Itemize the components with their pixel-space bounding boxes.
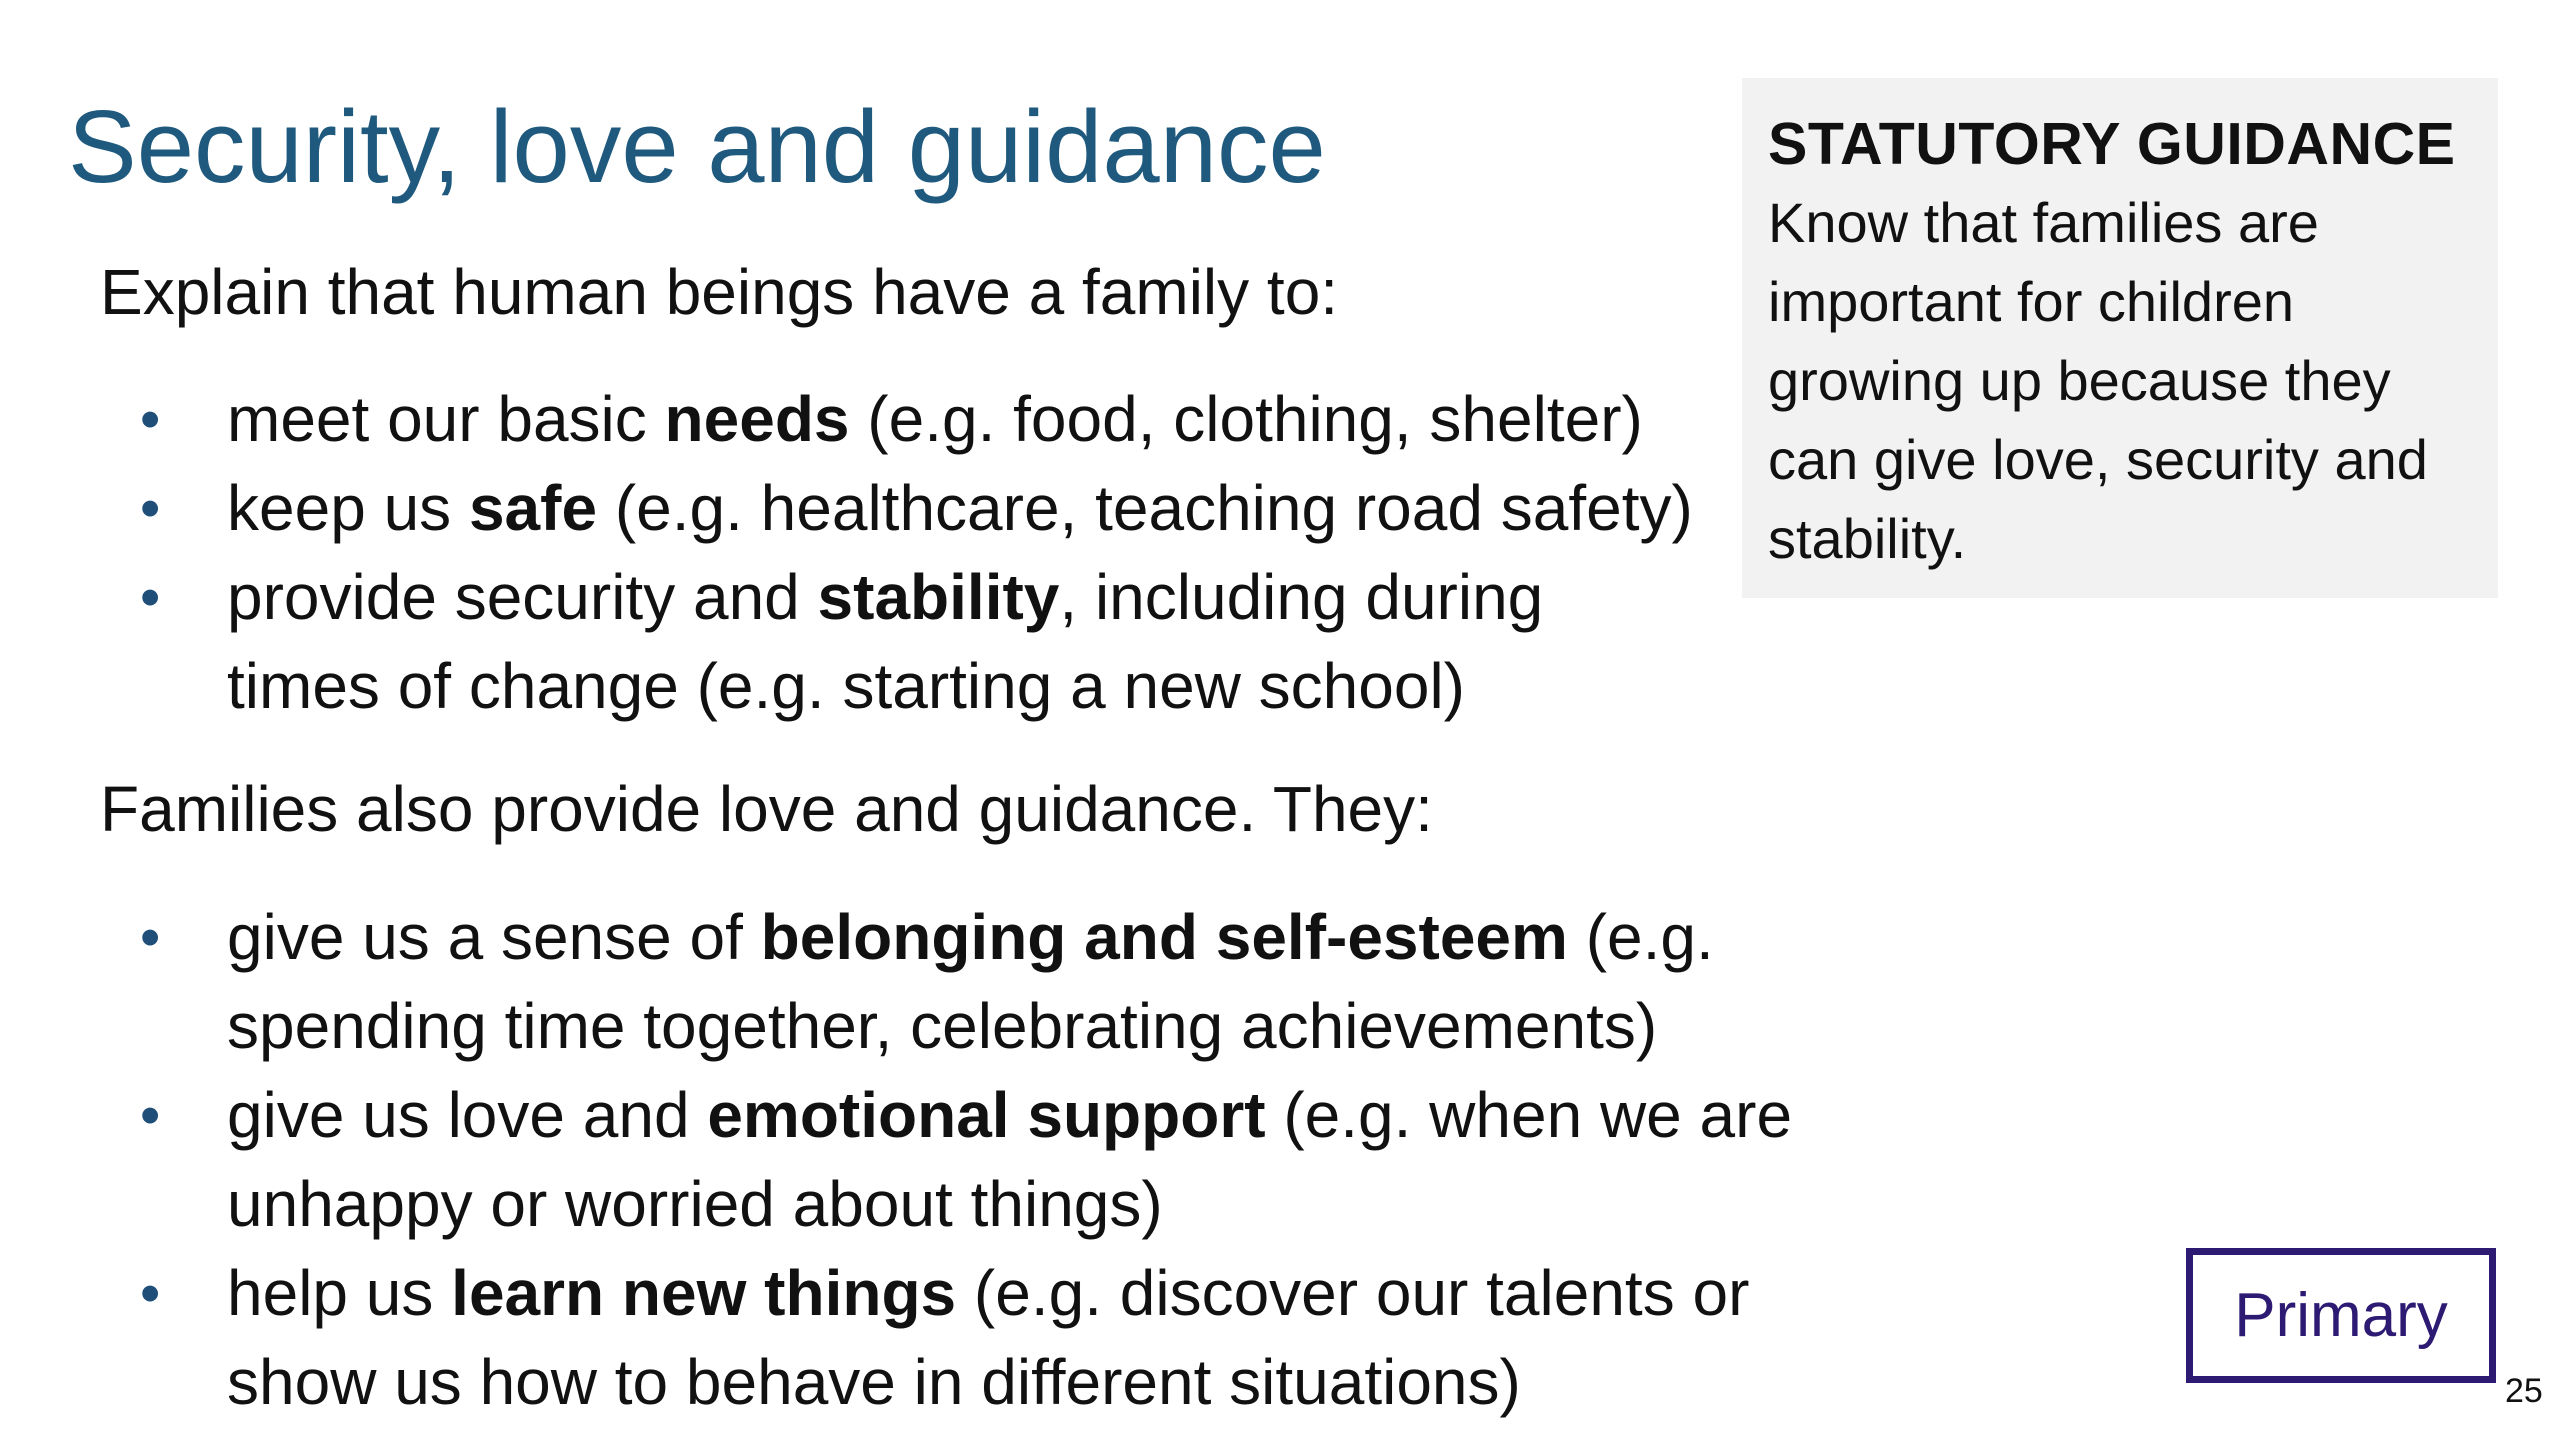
bullet-emphasis: safe [468,472,598,544]
bullet-emphasis: needs [664,383,850,455]
bullet-text: meet our basic [227,383,665,455]
bullet-text: help us [227,1257,452,1329]
section-1-bullet-list [0,375,1820,731]
bullet-dot-icon: • [140,1261,161,1326]
bullet-item-stability [0,553,1557,731]
bullet-emphasis: emotional support [707,1079,1266,1151]
bullet-dot-icon: • [140,1083,161,1148]
bullet-item-needs [0,375,1757,464]
bullet-item-belonging [0,893,1767,1071]
section-1-intro: Explain that human beings have a family to: [100,256,1339,328]
bullet-emphasis: stability [817,561,1060,633]
bullet-text: (e.g. discover our talents or show us how to behave in different situations) [227,1257,1750,1418]
slide-title: Security, love and guidance [68,89,1326,204]
primary-badge: Primary [2186,1248,2496,1383]
statutory-guidance-box [1742,78,2498,598]
bullet-emphasis: learn new things [451,1257,957,1329]
bullet-dot-icon: • [140,387,161,452]
bullet-dot-icon: • [140,905,161,970]
bullet-text: (e.g. food, clothing, shelter) [849,383,1643,455]
bullet-text: (e.g. healthcare, teaching road safety) [597,472,1693,544]
bullet-dot-icon: • [140,565,161,630]
section-2-bullet-list [0,893,1820,1427]
bullet-text: give us a sense of [227,901,761,973]
bullet-text: , including during times of change (e.g. starting a new school) [227,561,1544,722]
bullet-text: (e.g. when we are unhappy or worried about things) [227,1079,1793,1240]
guidance-text: Know that families are important for children growing up because they can give love, security and stability. [1768,190,2428,570]
bullet-emphasis: belonging and self-esteem [760,901,1568,973]
bullet-text: (e.g. spending time together, celebrating achievements) [227,901,1714,1062]
bullet-item-learn-new-things [0,1249,1787,1427]
bullet-text: give us love and [227,1079,708,1151]
bullet-text: provide security and [227,561,818,633]
bullet-item-safe [0,464,1757,553]
bullet-text: keep us [227,472,469,544]
bullet-item-emotional-support [0,1071,1827,1249]
bullet-dot-icon: • [140,476,161,541]
guidance-heading: STATUTORY GUIDANCE [1768,111,2456,177]
page-number: 25 [2505,1372,2543,1410]
section-2-intro: Families also provide love and guidance. They: [100,773,1433,845]
